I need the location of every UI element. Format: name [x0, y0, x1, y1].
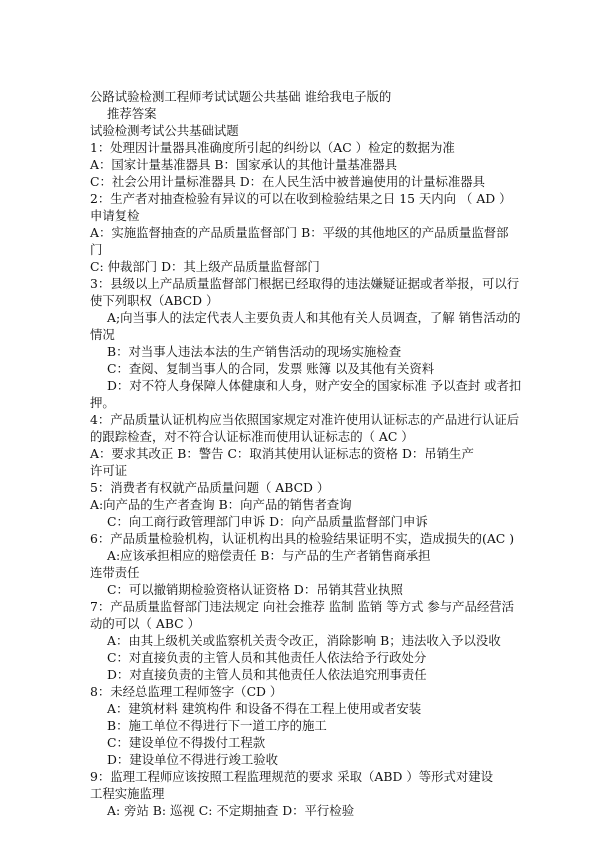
question-9-continued: 工程实施监理: [90, 786, 165, 801]
question-2-options-cd: C: 仲裁部门 D：其上级产品质量监督部门: [90, 259, 320, 274]
question-6: 6：产品质量检验机构，认证机构出具的检验结果证明不实，造成损失的(AC ): [90, 531, 515, 546]
question-3-option-c: C：查阅、复制当事人的合同，发票 账簿 以及其他有关资料: [107, 361, 435, 376]
question-7-option-c: C：对直接负责的主管人员和其他责任人依法给予行政处分: [107, 650, 427, 665]
document-title-continued: 推荐答案: [107, 106, 157, 121]
question-3-option-d-continued: 押。: [90, 395, 115, 410]
question-6-options-ab-continued: 连带责任: [90, 565, 140, 580]
question-3: 3：县级以上产品质量监督部门根据已经取得的违法嫌疑证据或者举报，可以行: [90, 276, 520, 291]
question-7: 7：产品质量监督部门违法规定 向社会推荐 监制 监销 等方式 参与产品经营活: [90, 599, 515, 614]
question-6-options-cd: C：可以撤销期检验资格认证资格 D：吊销其营业执照: [107, 582, 403, 597]
question-5: 5：消费者有权就产品质量问题（ ABCD ）: [90, 480, 330, 495]
question-7-continued: 动的可以（ ABC ）: [90, 616, 200, 631]
question-4-options: A：要求其改正 B：警告 C：取消其使用认证标志的资格 D：吊销生产: [90, 446, 474, 461]
question-8-option-d: D：建设单位不得进行竣工验收: [107, 752, 279, 767]
question-3-option-b: B：对当事人违法本法的生产销售活动的现场实施检查: [107, 344, 402, 359]
question-3-continued: 使下列职权（ABCD ）: [90, 293, 219, 308]
question-3-option-a: A;向当事人的法定代表人主要负责人和其他有关人员调查，了解 销售活动的: [107, 310, 521, 325]
question-1-options-cd: C：社会公用计量标准器具 D：在人民生活中被普遍使用的计量标准器具: [90, 174, 486, 189]
question-8: 8：未经总监理工程师签字（CD ）: [90, 684, 283, 699]
question-4-continued: 的跟踪检查，对不符合认证标准而使用认证标志的（ AC ）: [90, 429, 414, 444]
document-subtitle: 试验检测考试公共基础试题: [90, 123, 239, 138]
question-8-option-c: C：建设单位不得拨付工程款: [107, 735, 266, 750]
question-4: 4：产品质量认证机构应当依照国家规定对准许使用认证标志的产品进行认证后: [90, 412, 520, 427]
question-9: 9：监理工程师应该按照工程监理规范的要求 采取（ABD ）等形式对建设: [90, 769, 494, 784]
question-8-option-a: A：建筑材料 建筑构件 和设备不得在工程上使用或者安装: [107, 701, 422, 716]
question-1: 1：处理因计量器具准确度所引起的纠纷以（AC ）检定的数据为准: [90, 140, 455, 155]
question-5-options-ab: A:向产品的生产者查询 B：向产品的销售者查询: [90, 497, 352, 512]
question-3-option-d: D：对不符人身保障人体健康和人身，财产安全的国家标准 予以查封 或者扣: [107, 378, 522, 393]
question-5-options-cd: C：向工商行政管理部门申诉 D：向产品质量监督部门申诉: [107, 514, 428, 529]
document-title: 公路试验检测工程师考试试题公共基础 谁给我电子版的: [90, 89, 392, 104]
question-4-options-continued: 许可证: [90, 463, 128, 478]
question-2-options-ab: A：实施监督抽查的产品质量监督部门 B：平级的其他地区的产品质量监督部: [90, 225, 509, 240]
question-3-option-a-continued: 情况: [90, 327, 115, 342]
question-9-options: A: 旁站 B: 巡视 C: 不定期抽查 D：平行检验: [107, 803, 355, 818]
question-2: 2：生产者对抽查检验有异议的可以在收到检验结果之日 15 天内向 （ AD ）: [90, 191, 512, 206]
question-7-options-ab: A：由其上级机关或监察机关责令改正，消除影响 B；违法收入予以没收: [107, 633, 501, 648]
question-6-options-ab: A:应该承担相应的赔偿责任 B：与产品的生产者销售商承担: [107, 548, 431, 563]
question-7-option-d: D：对直接负责的主管人员和其他责任人依法追究刑事责任: [107, 667, 427, 682]
question-2-continued: 申请复检: [90, 208, 140, 223]
question-2-options-ab-continued: 门: [90, 242, 103, 257]
question-8-option-b: B：施工单位不得进行下一道工序的施工: [107, 718, 327, 733]
question-1-options-ab: A：国家计量基准器具 B：国家承认的其他计量基准器具: [90, 157, 397, 172]
